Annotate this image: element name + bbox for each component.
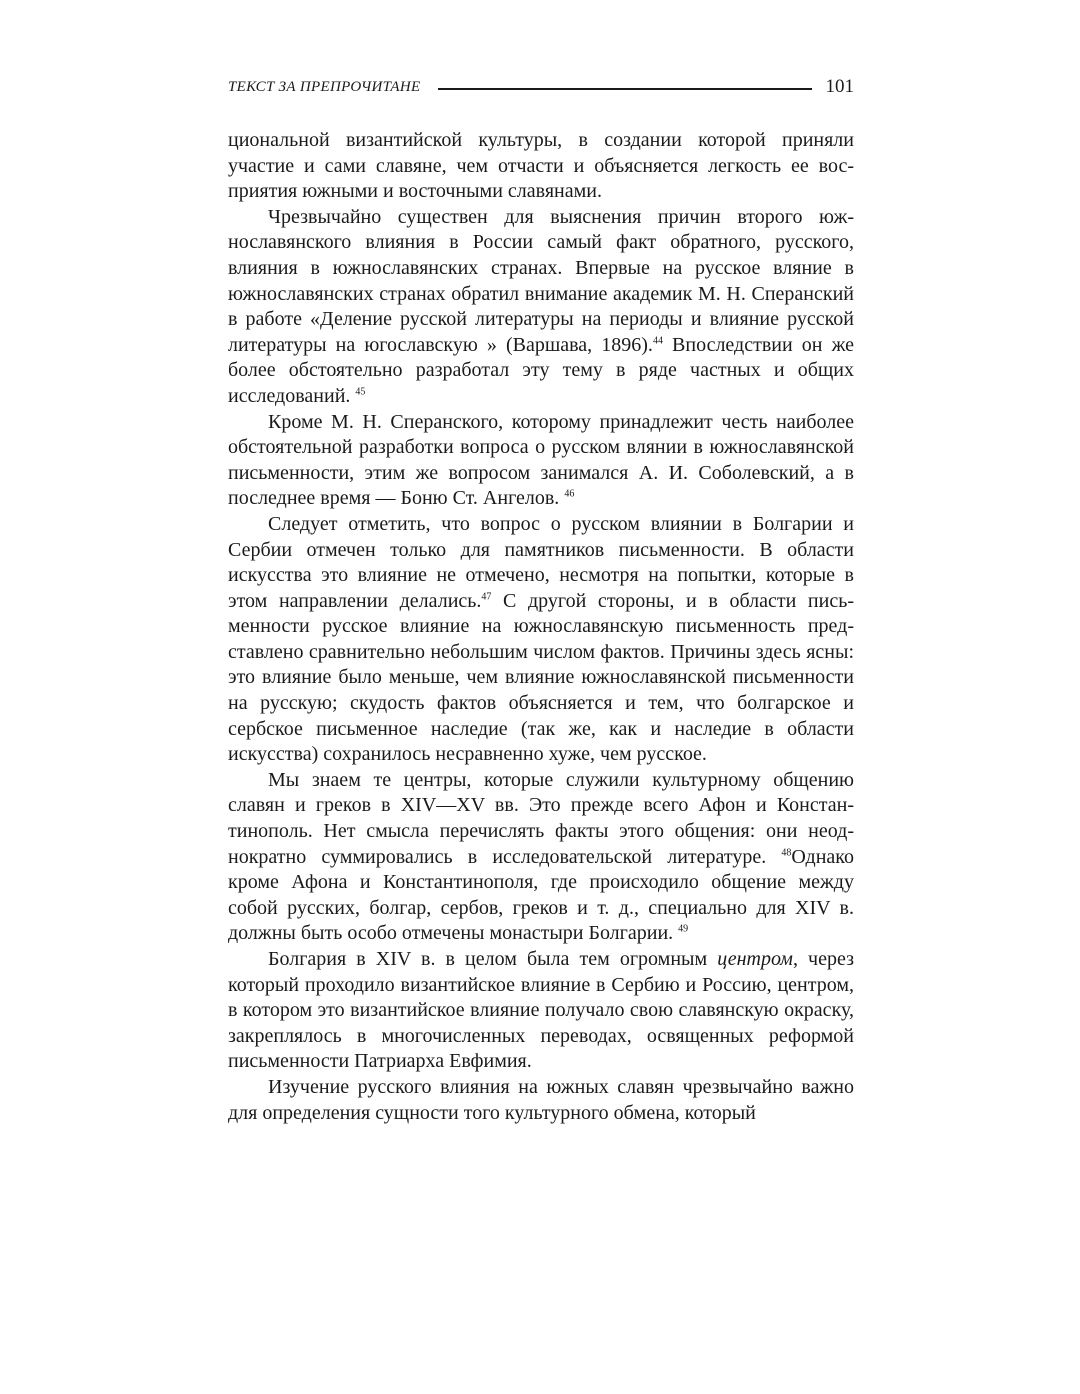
paragraph-1 xyxy=(228,128,854,205)
footnote-ref-47[interactable]: 47 xyxy=(481,591,492,603)
footnote-ref-48[interactable]: 48 xyxy=(781,846,792,858)
emphasis-text: центром xyxy=(717,948,793,970)
footnote-ref-49[interactable]: 49 xyxy=(678,923,689,935)
header-rule xyxy=(438,88,811,90)
footnote-ref-46[interactable]: 46 xyxy=(564,488,575,500)
page-number: 101 xyxy=(825,76,854,97)
paragraph-text: Изучение русского влияния на южных славян чрезвычайно важно для определения сущности того культурного обмена, который xyxy=(228,1075,854,1124)
footnote-ref-44[interactable]: 44 xyxy=(652,335,663,347)
running-header xyxy=(228,74,854,100)
paragraph-text: Кроме М. Н. Сперанского, которому принадлежит честь наиболее обстоятельной разработки вопроса о русском влянии в южнославянской письменности, этим же вопросом занимался А. И. Соболевский, а в последнее время — Боню Ст. Ангелов. xyxy=(228,410,854,510)
paragraph-text: Следует отметить, что вопрос о русском влиянии в Болгарии и Сербии отмечен только для памятников письменности. В области искусства это влияние не отмечено, несмотря на попытки, которые в этом направлении делались. xyxy=(228,512,854,612)
text-body xyxy=(228,128,854,1126)
running-title: ТЕКСТ ЗА ПРЕПРОЧИТАНЕ xyxy=(228,78,421,95)
paragraph-text: Мы знаем те центры, которые служили культурному общению славян и греков в XIV—XV вв. Это прежде всего Афон и Константинополь. Нет смысла перечислять факты этого общения: они неоднократно суммировались в исследовательской литературе. xyxy=(228,768,854,868)
paragraph-2 xyxy=(228,205,854,410)
paragraph-text: циональной византийской культуры, в создании которой приняли участие и сами славяне, чем отчасти и объясняется легкость ее восприятия южными и восточными славянами. xyxy=(228,129,854,203)
paragraph-text: С другой стороны, и в области письменности русское влияние на южнославянскую письменность представлено сравнительно небольшим числом фактов. Причины здесь ясны: это влияние было меньше, чем влияние южнославянской письменности на русскую; скудость фактов объясняется и тем, что болгарское и сербское письменное наследие (так же, как и наследие в области искусства) сохранилось несравненно хуже, чем русское. xyxy=(228,589,855,766)
paragraph-4 xyxy=(228,512,854,768)
paragraph-text: Болгария в XIV в. в целом была тем огромным xyxy=(268,948,718,970)
paragraph-6 xyxy=(228,947,854,1075)
paragraph-3 xyxy=(228,410,854,512)
paragraph-text: , через который проходило византийское влияние в Сербию и Россию, центром, в котором это византийское влияние получало свою славянскую окраску, закреплялось в многочисленных переводах, освященных реформой письменности Патриарха Евфимия. xyxy=(228,948,854,1073)
paragraph-7 xyxy=(228,1075,854,1126)
paragraph-text: Впоследствии он же более обстоятельно разработал эту тему в ряде частных и общих исследований. xyxy=(228,333,854,407)
paragraph-text: Чрезвычайно существен для выяснения причин второго южнославянского влияния в России самый факт обратного, русского, влияния в южнославянских странах. Впервые на русское вляние в южнославянских странах обратил внимание академик М. Н. Сперанский в работе «Деление русской литературы на периоды и влияние русской литературы на югославскую » (Варшава, 1896). xyxy=(228,205,854,356)
paragraph-text: Однако кроме Афона и Константинополя, где происходило общение между собой русских, болгар, сербов, греков и т. д., специально для XIV в. должны быть особо отмечены монастыри Болгарии. xyxy=(228,845,854,945)
footnote-ref-45[interactable]: 45 xyxy=(355,386,366,398)
paragraph-5 xyxy=(228,768,854,947)
